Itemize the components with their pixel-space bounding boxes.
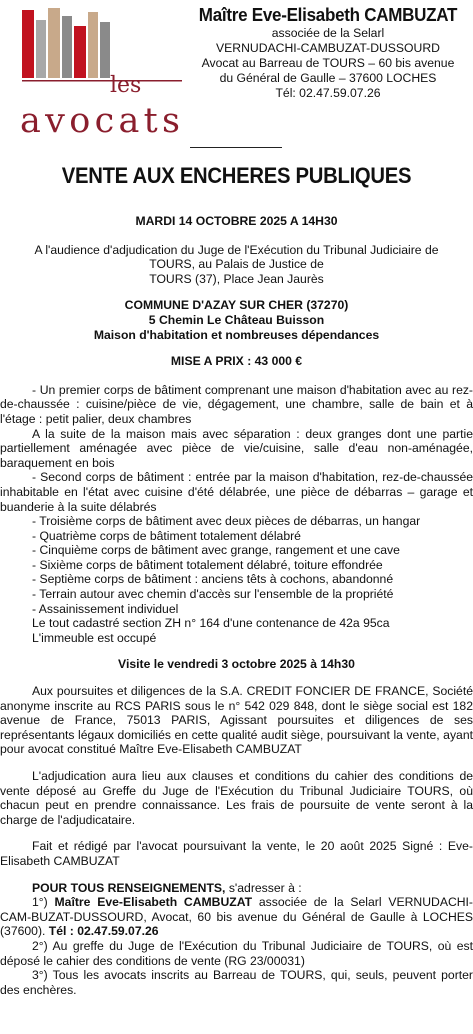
les-avocats-logo [18, 6, 188, 138]
audience-line: A l'audience d'adjudication du Juge de l'Exécution du Tribunal Judiciaire de [34, 242, 439, 257]
list-item: - Terrain autour avec chemin d'accès sur l'ensemble de la propriété [32, 587, 394, 602]
visit-info: Visite le vendredi 3 octobre 2025 à 14h30 [118, 657, 355, 672]
firm-line: VERNUDACHI-CAMBUZAT-DUSSOURD [216, 41, 440, 55]
list-item: - Cinquième corps de bâtiment avec grange, rangement et une cave [32, 543, 400, 558]
svg-text:les: les [110, 73, 142, 98]
commune-name: COMMUNE D'AZAY SUR CHER (37270) [124, 298, 349, 313]
list-item: - Quatrième corps de bâtiment totalement délabré [32, 528, 301, 543]
firm-name: Maître Eve-Elisabeth CAMBUZAT [198, 4, 458, 25]
auction-date: MARDI 14 OCTOBRE 2025 A 14H30 [135, 214, 338, 228]
firm-line: du Général de Gaulle – 37600 LOCHES [219, 71, 437, 85]
list-item: L'immeuble est occupé [32, 630, 157, 645]
audience-line: TOURS, au Palais de Justice de [149, 257, 324, 272]
signature-paragraph: Fait et rédigé par l'avocat poursuivant la vente, le 20 août 2025 Signé : Eve-Elisabeth CAMBUZAT [0, 839, 473, 868]
firm-line: associée de la Selarl [271, 26, 385, 40]
description-paragraph: - Second corps de bâtiment : entrée par la maison d'habitation, rez-de-chaussée inhabitable en l'état avec cuisine d'été délabrée, une pièce de débarras – garage et buanderie à la suite délabrés [0, 470, 473, 514]
list-item: Le tout cadastré section ZH n° 164 d'une contenance de 42a 95ca [32, 616, 390, 631]
notice-body [0, 214, 473, 997]
firm-block [186, 4, 470, 101]
list-item: - Sixième corps de bâtiment totalement délabré, toiture effondrée [32, 557, 383, 572]
list-item: - Troisième corps de bâtiment avec deux pièces de débarras, un hangar [32, 514, 421, 529]
property-address: 5 Chemin Le Château Buisson [148, 312, 325, 327]
info-heading: POUR TOUS RENSEIGNEMENTS, s'adresser à : [32, 880, 302, 895]
firm-phone: Tél: 02.47.59.07.26 [275, 86, 381, 100]
description-paragraph: A la suite de la maison mais avec séparation : deux granges dont une partie partiellement aménagée avec pièce de vie/cuisine, salle d'eau non-aménagée, baraquement en bois [0, 426, 473, 470]
info-item-2: 2°) Au greffe du Juge de l'Exécution du Tribunal Judiciaire de TOURS, où est déposé le cahier des conditions de vente (RG 23/00031) [0, 938, 473, 968]
audience-block [0, 243, 473, 287]
property-block [0, 298, 473, 342]
audience-line: TOURS (37), Place Jean Jaurès [149, 271, 324, 286]
adjudication-paragraph: L'adjudication aura lieu aux clauses et conditions du cahier des conditions de vente déposé au Greffe du Juge de l'Exécution du Tribunal Judiciaire TOURS, où chacun peut en prendre connaissance. Les frais de poursuite de vente seront à la charge de l'adjudicataire. [0, 769, 473, 827]
page-title: VENTE AUX ENCHERES PUBLIQUES [61, 163, 412, 188]
header [0, 0, 473, 145]
property-type: Maison d'habitation et nombreuses dépendances [93, 327, 380, 342]
list-item: - Septième corps de bâtiment : anciens têts à cochons, abandonné [32, 572, 394, 587]
info-item-1: 1°) Maître Eve-Elisabeth CAMBUZAT associée de la Selarl VERNUDACHI-CAM-BUZAT-DUSSOURD, Avocat, 60 bis avenue du Général de Gaulle à LOCHES (37600). Tél : 02.47.59.07.26 [0, 895, 473, 939]
firm-line: Avocat au Barreau de TOURS – 60 bis avenue [201, 56, 455, 70]
poursuites-paragraph: Aux poursuites et diligences de la S.A. CREDIT FONCIER DE FRANCE, Société anonyme inscrite au RCS PARIS sous le n° 542 029 848, dont le siège social est 182 avenue de France, 75013 PARIS, Agissant poursuites et diligences de ses représentants légaux domiciliés en cette qualité audit siège, poursuivant la vente, ayant pour avocat constitué Maître Eve-Elisabeth CAMBUZAT [0, 684, 473, 757]
description-list [0, 514, 473, 645]
svg-text:avocats: avocats [20, 101, 180, 138]
divider [190, 147, 282, 148]
starting-price: MISE A PRIX : 43 000 € [170, 354, 303, 369]
description-paragraph: - Un premier corps de bâtiment comprenant une maison d'habitation avec au rez-de-chaussée : cuisine/pièce de vie, dégagement, une chambre, salle de bain et à l'étage : petit palier, deux chambres [0, 382, 473, 426]
list-item: - Assainissement individuel [32, 601, 179, 616]
info-item-3: 3°) Tous les avocats inscrits au Barreau de TOURS, qui, seuls, peuvent porter des enchères. [0, 968, 473, 997]
